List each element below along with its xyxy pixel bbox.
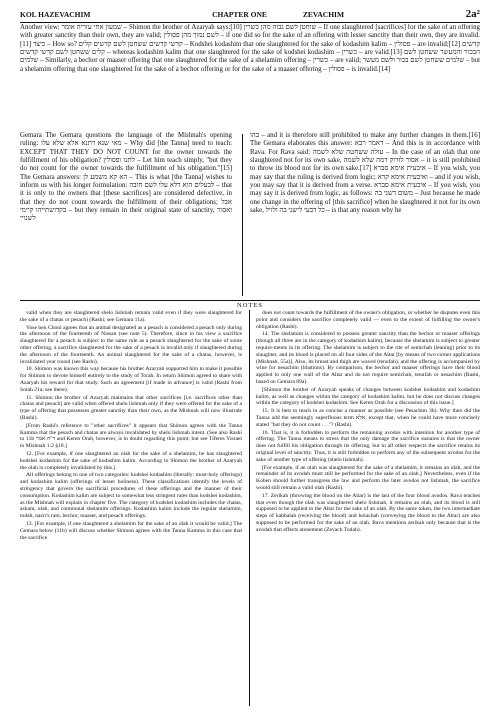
note-paragraph: 17. Zerikah (throwing the blood on the Altar) is the last of the four blood avodos. Rava teaches that even though the olah was slaughtered shelo lishmah, it remains an olah, and its blood is still supposed to be applied to the Altar for the sake of an olah. By the same token, the two intermediate steps of kabbalah (receiving the blood) and holachah (conveying the blood to the Altar) are also supposed to be performed for the sake of an olah. Rava mentions zerikah only because that is the avodah that effects atonement (Zevach Todah). [256, 492, 480, 533]
note-paragraph: 10. Shimon was known this way because his brother Azaryah supported him to make it possible for Shimon to devote himself entirely to the study of Torah. In return Shimon agreed to share with Azaryah his reward for that study. Such an agreement [if made in advance] is valid (Rashi from Sotah 21a; see there). [20, 366, 242, 393]
note-paragraph: Yose ben Choni agrees that an animal designated as a pesach is considered a pesach only during the afternoon of the fourteenth of Nissan (see note 5). Therefore, since in his view a sacrifice slaughtered for a pesach is subject to the same rule as a pesach slaughtered for the sake of some other offering, a sacrifice slaughtered for the sake of a pesach is invalid only if slaughtered during the afternoon of the fourteenth. An animal slaughtered for the sake of a chatas, however, is invalidated year round (see Rashi). [20, 324, 242, 365]
notes-rule [20, 300, 480, 301]
note-paragraph: [Shimon the brother of Azaryah speaks of changes between kodshei kodashim and kodashim kalim, as well as changes within the category of kodashim kalim, but he does not discuss changes within the category of kodshei kodashim. See Keren Orah for a discussion of this issue.] [256, 386, 480, 407]
note-paragraph: 16. That is, it is forbidden to perform the remaining avodos with intention for another type of offering. The Tanna means to stress that the only damage the sacrifice sustains is that the owner does not fulfill his obligation through its offering, but in all other respects the sacrifice retains its original level of sanctity. Thus, it is still forbidden to perform any of the subsequent avodos for the sake of another type of offering (shelo lishmah). [256, 429, 480, 463]
notes-heading: NOTES [237, 302, 263, 309]
header-tractate: ZEVACHIM [302, 9, 345, 19]
note-paragraph: 12. [For example, if one slaughtered an olah for the sake of a shelamim, he has slaughtered kodshei kodashim for the sake of kodashim kalim. According to Shimon the brother of Azaryah the olah is completely invalidated by this.] [20, 450, 242, 471]
right-translation-column: בהו – and it is therefore still prohibited to make any further changes in them.[16] The Gemara elaborates this answer: דאמר רבא – And this is in accordance with Rava. For Rava said: עולה ששחטה שלא לשמה – In the case of an olah that one slaughtered not for its own sake, אסור לזרוק דמה שלא לשמה – it is still prohibited to throw its blood not for its own sake.[17] איבעית אימא סברא – If you wish, you may say that the ruling is derived from logic; ואיבעית אימא קרא – and if you wish, you may say that it is derived from a verse. איבעית אימא סברא – If you wish, you may say it is derived from logic, as follows: משום דשני בה – Just because he made one change in the offering of [this sacrifice] when he slaughtered it not for its own sake, כל דבעי לישני בה ולזיל – is that any reason why he [250, 132, 480, 215]
header-left: KOL HAZEVACHIM [20, 9, 91, 19]
notes-right-column [256, 310, 480, 708]
header-middle [212, 10, 344, 19]
column-divider [242, 134, 243, 296]
note-paragraph: does not count towards the fulfillment of the owner's obligation, or whether he disputes even this point and considers the sacrifice completely valid — even to the extent of fulfilling the owner's obligation (Rashi). [256, 310, 480, 330]
note-paragraph: 13. [For example, if one slaughtered a shelamim for the sake of an olah it would be valid.] The Gemara below (11b) will discuss whether Shimon agrees with the Tanna Kamma in this case that the sacrifice [20, 520, 242, 541]
note-paragraph: All offerings belong to one of two categories: kodshei kodashim (literally: most-holy offerings) and kodashim kalim (offerings of lesser holiness). These classifications identify the levels of stringency that govern the sacrificial procedures of these offerings and the manner of their consumption. Kodashim kalim are subject to somewhat less stringent rules than kodshei kodashim, as the Mishnah will explain in chapter five. The category of kodshei kodashim includes the chatas, asham, olah, and communal shelamim offerings. Kodashim kalim include the regular shelamim, todah, nazir's ram, bechor, maaser, and pesach offerings. [20, 472, 242, 520]
header-chapter: CHAPTER ONE [212, 9, 267, 19]
note-paragraph: [For example, if an olah was slaughtered for the sake of a shelamim, it remains an olah, and the remainder of its avodah must still be performed for the sake of an olah.] Nevertheless, even if the Kohen should further transgress the law and perform the later avodos not lishmah, the sacrifice would still remain a valid olah (Rashi). [256, 464, 480, 491]
header-rule [20, 22, 480, 23]
left-translation-column: Gemara The Gemara questions the language of the Mishnah's opening ruling: מאי שנא דתנא אלא שלא עלו – Why did [the Tanna] need to teach: EXCEPT THAT THEY DO NOT COUNT for the owner towards the fulfillment of his obligation? לתנו ופסולין – Let him teach simply, "but they do not count for the owner towards the fulfillment of his obligation."[15] The Gemara answers: הא קא משמע לן – This is what [the Tanna] wishes to inform us with his longer formulation: לבעלים הוא דלא עלו לשם חובה – that it is only to the owners that [these sacrifices] are considered defective, in that they do not count towards the fulfillment of their obligations; אבל בקדושתייהו קיימי – but they remain in their original state of sanctity, ואסור לשנויי [20, 132, 232, 223]
running-header [20, 8, 480, 20]
note-paragraph: 11. Shimon the brother of Azaryah maintains that other sacrifices [i.e. sacrifices other than chatas and pesach] are valid when offered shelo lishmah only if they were offered for the sake of a type of offering that possesses greater sanctity than their own, as the Mishnah will now illustrate (Rashi). [20, 394, 242, 421]
note-paragraph: 15. It is best to teach in as concise a manner as possible (see Pesachim 3b). Why then did the Tanna add the seemingly superfluous term אלא, except that, when he could have more concisely stated "but they do not count . . ."? (Rashi). [256, 408, 480, 428]
note-paragraph: [From Rashi's reference to "other sacrifices" it appears that Shimon agrees with the Tanna Kamma that the pesach and chatas are always invalidated by shelo lishmah intent. (See also Rashi to 11b ד"ה אמר and Keren Orah, however, is in doubt regarding this point; but see Tiferes Yisrael to Mishnah 1:2 §18.] [20, 422, 242, 450]
notes-divider [249, 310, 250, 706]
page-number: 2a² [465, 8, 480, 20]
note-paragraph: valid when they are slaughtered shelo lishmah remain valid even if they were slaughtered for the sake of a chatas or pesach) (Rashi; see Gemara 11a). [20, 310, 242, 323]
note-paragraph: 14. The shelamim is considered to possess greater sanctity than the bechor or maaser offerings (though all three are in the category of kodashim kalim), because the shelamim is subject to greater require-ments in its offering. The shelamim is subject to the rite of semichah (leaning) prior to its slaughter, and its blood is placed on all four sides of the Altar [by means of two corner applications (Mishnah, 55a)]. Also, its breast and thigh are waved (tenufah), and the offering is accompanied by wine for nesachim (libations). By comparison, the bechor and maaser offerings have their blood applied to only one wall of the Altar and do not require semichah, tenufah or nesachim (Rashi, based on Gemara 89a). [256, 331, 480, 385]
top-translation-block: Another view: שמעון אחי עזריה אומר – Shimon the brother of Azaryah says:[10] שוחטן לשם גבוה מהן כשרין – If one slaughtered [sacrifices] for the sake of an offering with greater sanctity than their own, they are valid; לשם נמוך מהן פסולין – if one did so for the sake of an offering with lesser sanctity than their own, they are invalid.[11] כיצד – How so? קדשי קדשים ששחטן לשם קדשים קלים – Kodshei kodashim that one slaughtered for the sake of kodashim kalim – פסולין – are invalid;[12] קדשים קלים ששחטן לשם קדשי קדשים – whereas kodashim kalim that one slaughtered for the sake of kodshei kodashim – כשרין – are valid.[13] הבכור והמעשר ששחטן לשם שלמים – Similarly, a bechor or maaser offering that one slaughtered for the sake of a shelamim offering – כשרין – are valid; שלמים ששחטן לשם בכור ולשם מעשר – but a shelamim offering that one slaughtered for the sake of a bechor offering or for the sake of a maaser offering – פסולין – is invalid.[14] [20, 24, 480, 73]
notes-left-column [20, 310, 242, 708]
